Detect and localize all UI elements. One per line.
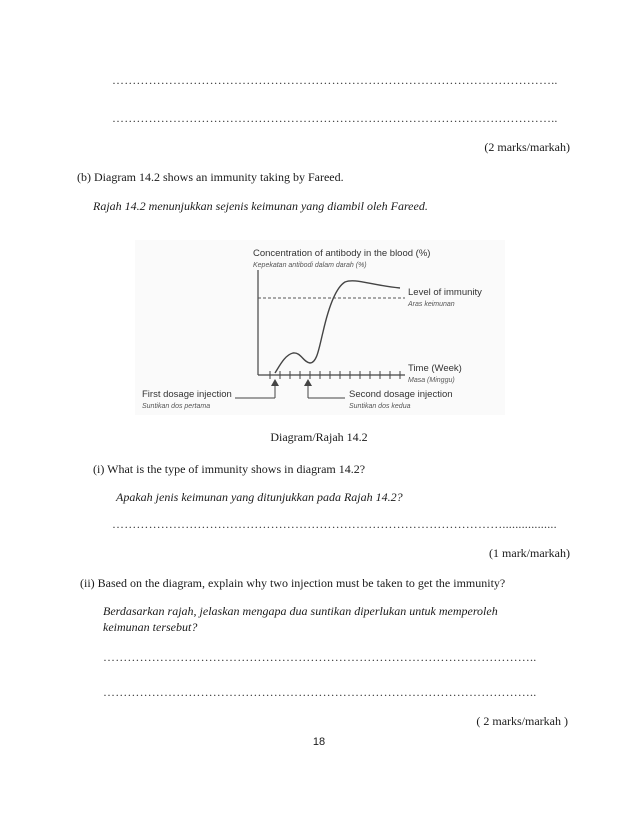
question-b-i — [93, 462, 365, 477]
answer-line-b-ii-2: …………………………………………………………………………………………….. — [103, 685, 537, 699]
immunity-level-label: Level of immunity — [408, 287, 482, 298]
second-injection-label: Second dosage injection — [349, 389, 453, 400]
y-axis-label-ms: Kepekatan antibodi dalam darah (%) — [253, 262, 367, 269]
marks-b-ii: ( 2 marks/markah ) — [476, 714, 568, 728]
question-b-ii-label: (ii) — [80, 576, 95, 590]
question-b-ii-text-ms-1: Berdasarkan rajah, jelaskan mengapa dua suntikan diperlukan untuk memperoleh — [103, 604, 498, 618]
immunity-level-label-ms: Aras keimunan — [408, 301, 455, 308]
question-b-i-text-ms: Apakah jenis keimunan yang ditunjukkan pada Rajah 14.2? — [116, 490, 403, 504]
question-b-text-ms: Rajah 14.2 menunjukkan sejenis keimunan yang diambil oleh Fareed. — [93, 199, 428, 213]
first-injection-label: First dosage injection — [142, 389, 232, 400]
answer-line-b-ii-1: …………………………………………………………………………………………….. — [103, 650, 537, 664]
question-b-ii — [80, 576, 505, 591]
answer-line-b-i: ……………………………………………………………………………………................. — [112, 517, 557, 531]
immunity-diagram — [135, 240, 505, 415]
question-b-ii-text: Based on the diagram, explain why two injection must be taken to get the immunity? — [97, 576, 506, 590]
second-injection-label-ms: Suntikan dos kedua — [349, 403, 411, 410]
question-b — [77, 170, 344, 185]
question-b-label: (b) — [77, 170, 91, 184]
answer-line-a-1: ……………………………………………………………………………………………….. — [112, 73, 558, 87]
question-b-ii-text-ms-2: keimunan tersebut? — [103, 620, 198, 634]
page-number: 18 — [312, 736, 326, 748]
first-injection-label-ms: Suntikan dos pertama — [142, 403, 211, 410]
answer-line-a-2: ……………………………………………………………………………………………….. — [112, 111, 558, 125]
x-axis-label: Time (Week) — [408, 363, 462, 374]
question-b-text: Diagram 14.2 shows an immunity taking by Fareed. — [94, 170, 344, 184]
question-b-i-text: What is the type of immunity shows in diagram 14.2? — [107, 462, 366, 476]
diagram-caption: Diagram/Rajah 14.2 — [270, 430, 368, 444]
question-b-i-label: (i) — [93, 462, 105, 476]
y-axis-label: Concentration of antibody in the blood (%) — [253, 248, 431, 259]
marks-a: (2 marks/markah) — [484, 140, 570, 154]
x-axis-label-ms: Masa (Minggu) — [408, 377, 455, 384]
marks-b-i: (1 mark/markah) — [489, 546, 570, 560]
